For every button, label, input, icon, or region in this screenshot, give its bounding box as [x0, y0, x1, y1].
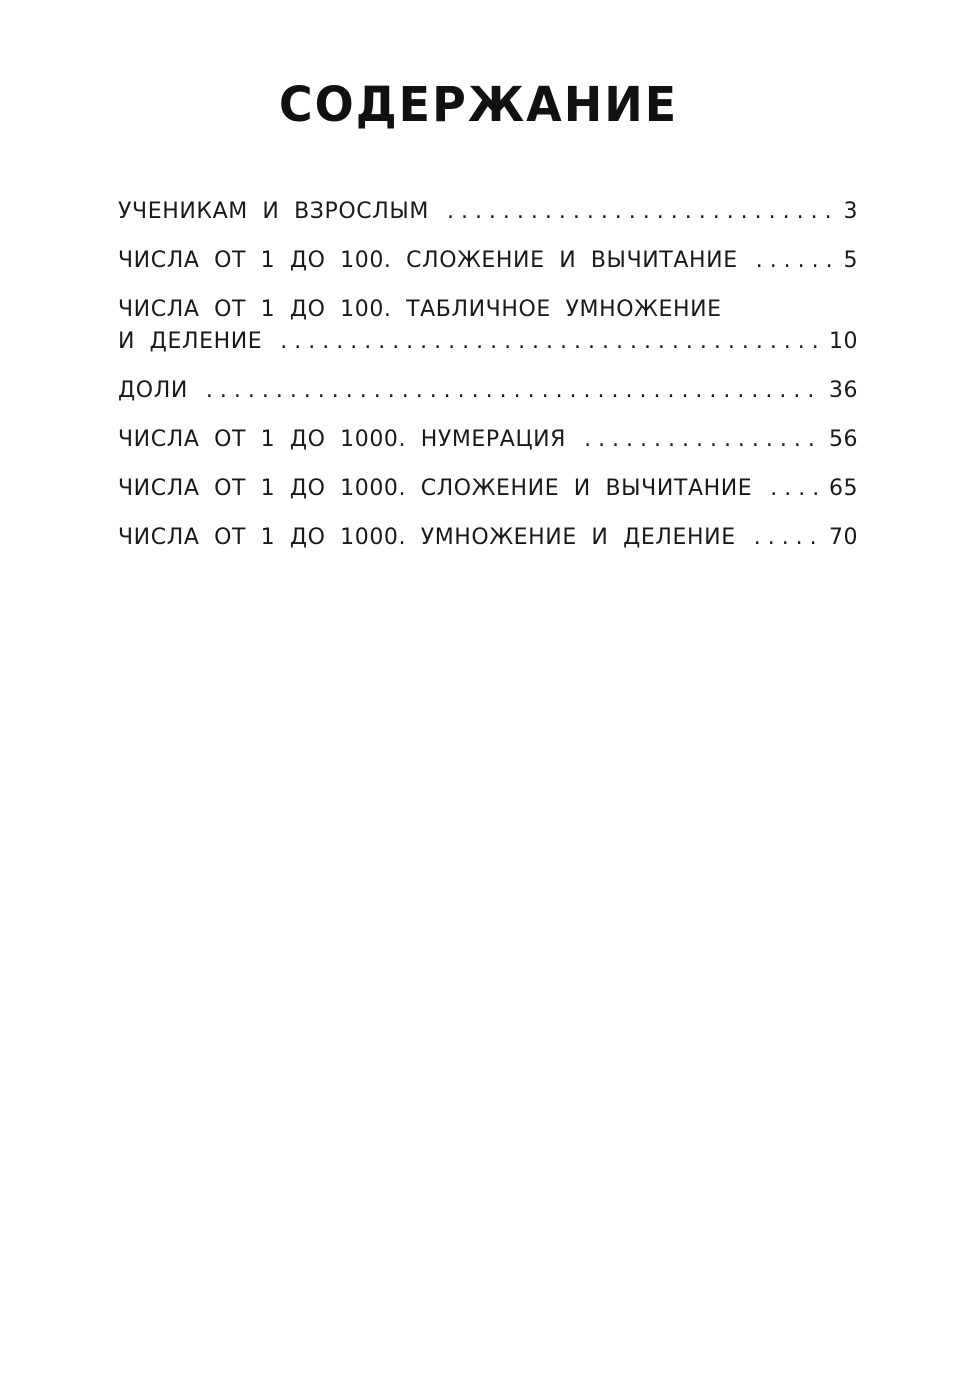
toc-entry-line	[118, 375, 858, 407]
toc-entry-label: ЧИСЛА ОТ 1 ДО 100. СЛОЖЕНИЕ И ВЫЧИТАНИЕ	[118, 248, 738, 273]
toc-entry-line	[118, 473, 858, 505]
toc-page-number: 5	[843, 248, 858, 273]
dot-leader	[584, 424, 823, 456]
toc-entry-label: И ДЕЛЕНИЕ	[118, 329, 263, 354]
dot-leader	[280, 326, 823, 358]
toc-page-number: 65	[829, 476, 858, 501]
dot-leader	[754, 522, 823, 554]
toc-entry-line	[118, 196, 858, 228]
table-of-contents	[118, 196, 858, 571]
toc-entry[interactable]	[118, 245, 858, 277]
toc-entry[interactable]	[118, 294, 858, 358]
toc-entry-line	[118, 522, 858, 554]
dot-leader	[447, 196, 838, 228]
toc-entry[interactable]	[118, 424, 858, 456]
toc-entry-label-line1: ЧИСЛА ОТ 1 ДО 100. ТАБЛИЧНОЕ УМНОЖЕНИЕ	[118, 297, 722, 322]
dot-leader	[756, 245, 838, 277]
toc-page-number: 3	[843, 199, 858, 224]
toc-entry-line	[118, 326, 858, 358]
page-title: СОДЕРЖАНИЕ	[278, 75, 679, 133]
toc-entry-label: ЧИСЛА ОТ 1 ДО 1000. УМНОЖЕНИЕ И ДЕЛЕНИЕ	[118, 525, 736, 550]
toc-entry-label: ЧИСЛА ОТ 1 ДО 1000. НУМЕРАЦИЯ	[118, 427, 567, 452]
toc-entry-line	[118, 245, 858, 277]
toc-entry-label: ДОЛИ	[118, 378, 188, 403]
toc-entry[interactable]	[118, 473, 858, 505]
toc-page-number: 36	[829, 378, 858, 403]
toc-entry-label: УЧЕНИКАМ И ВЗРОСЛЫМ	[118, 199, 429, 224]
toc-entry-label: ЧИСЛА ОТ 1 ДО 1000. СЛОЖЕНИЕ И ВЫЧИТАНИЕ	[118, 476, 753, 501]
toc-entry-line	[118, 424, 858, 456]
toc-entry[interactable]	[118, 522, 858, 554]
dot-leader	[770, 473, 823, 505]
toc-entry[interactable]	[118, 375, 858, 407]
toc-page-number: 10	[829, 329, 858, 354]
dot-leader	[206, 375, 823, 407]
toc-page-number: 70	[829, 525, 858, 550]
toc-entry[interactable]	[118, 196, 858, 228]
toc-page-number: 56	[829, 427, 858, 452]
